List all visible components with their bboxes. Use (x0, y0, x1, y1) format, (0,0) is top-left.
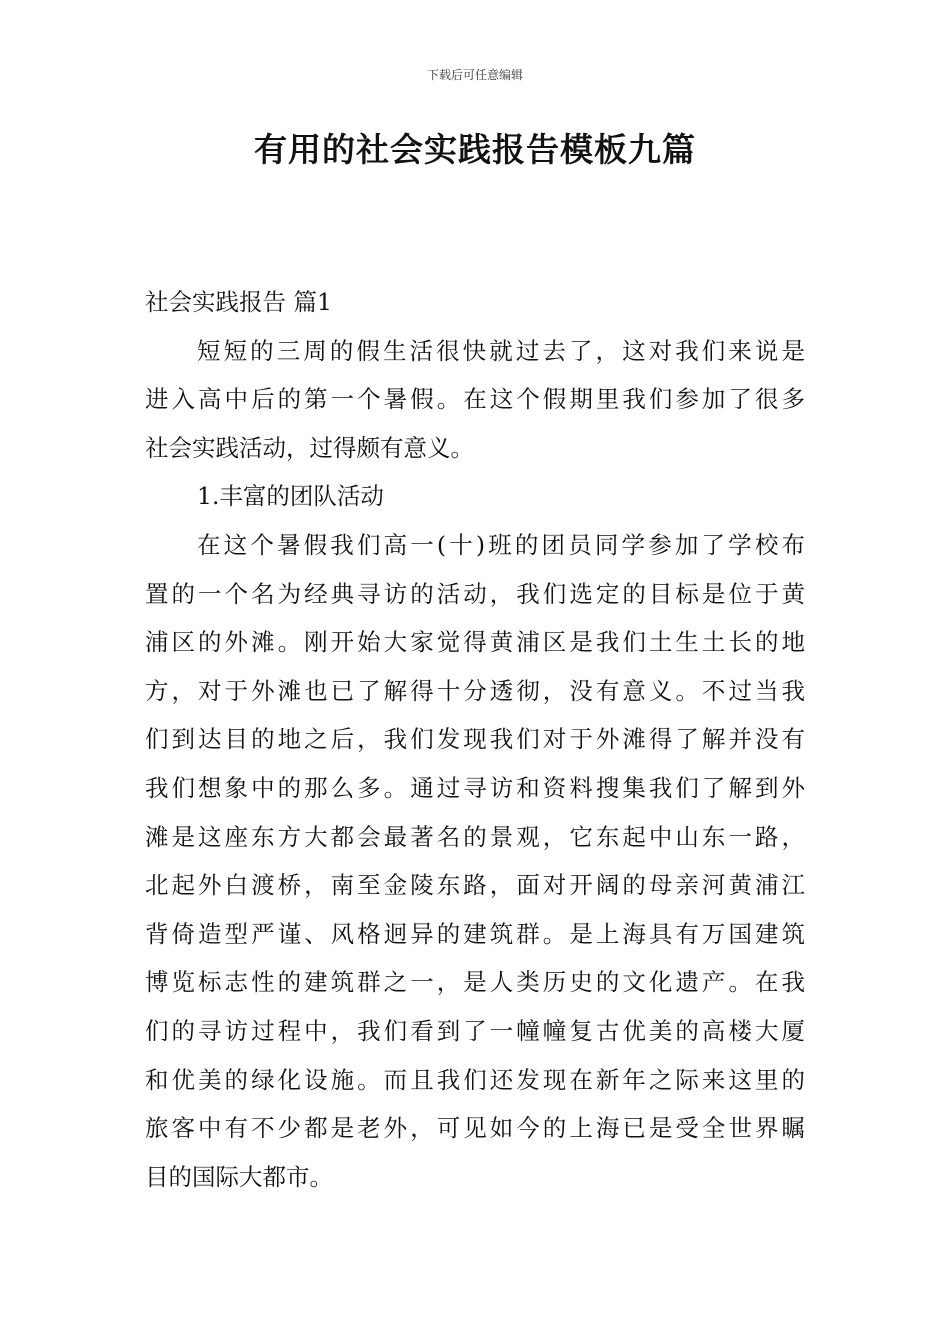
paragraph-line: 置的一个名为经典寻访的活动，我们选定的目标是位于黄 (145, 579, 805, 608)
paragraph-line: 短短的三周的假生活很快就过去了，这对我们来说是 (197, 336, 805, 365)
document-title: 有用的社会实践报告模板九篇 (254, 130, 696, 169)
paragraph-line: 们的寻访过程中，我们看到了一幢幢复古优美的高楼大厦 (145, 1016, 805, 1045)
document-body (145, 278, 805, 1201)
paragraph-line: 们到达目的地之后，我们发现我们对于外滩得了解并没有 (145, 725, 805, 754)
paragraph-line: 和优美的绿化设施。而且我们还发现在新年之际来这里的 (145, 1065, 805, 1094)
paragraph-line: 社会实践活动，过得颇有意义。 (145, 433, 474, 462)
paragraph-line: 我们想象中的那么多。通过寻访和资料搜集我们了解到外 (145, 773, 805, 802)
paragraph-line: 浦区的外滩。刚开始大家觉得黄浦区是我们土生土长的地 (145, 628, 805, 657)
subsection-heading: 1.丰富的团队活动 (197, 482, 384, 511)
paragraph-line: 北起外白渡桥，南至金陵东路，面对开阔的母亲河黄浦江 (145, 871, 805, 900)
page-header-note: 下载后可任意编辑 (426, 68, 523, 82)
paragraph-line: 滩是这座东方大都会最著名的景观，它东起中山东一路， (145, 822, 805, 851)
paragraph-line: 方，对于外滩也已了解得十分透彻，没有意义。不过当我 (145, 676, 805, 705)
section-heading: 社会实践报告 篇1 (145, 288, 332, 316)
paragraph-line: 背倚造型严谨、风格迥异的建筑群。是上海具有万国建筑 (145, 919, 805, 948)
paragraph-line: 旅客中有不少都是老外，可见如今的上海已是受全世界瞩 (145, 1114, 805, 1143)
paragraph-line: 在这个暑假我们高一(十)班的团员同学参加了学校布 (197, 530, 805, 559)
paragraph-line: 目的国际大都市。 (145, 1162, 333, 1191)
paragraph-line: 进入高中后的第一个暑假。在这个假期里我们参加了很多 (145, 385, 805, 414)
paragraph-line: 博览标志性的建筑群之一，是人类历史的文化遗产。在我 (145, 968, 805, 997)
